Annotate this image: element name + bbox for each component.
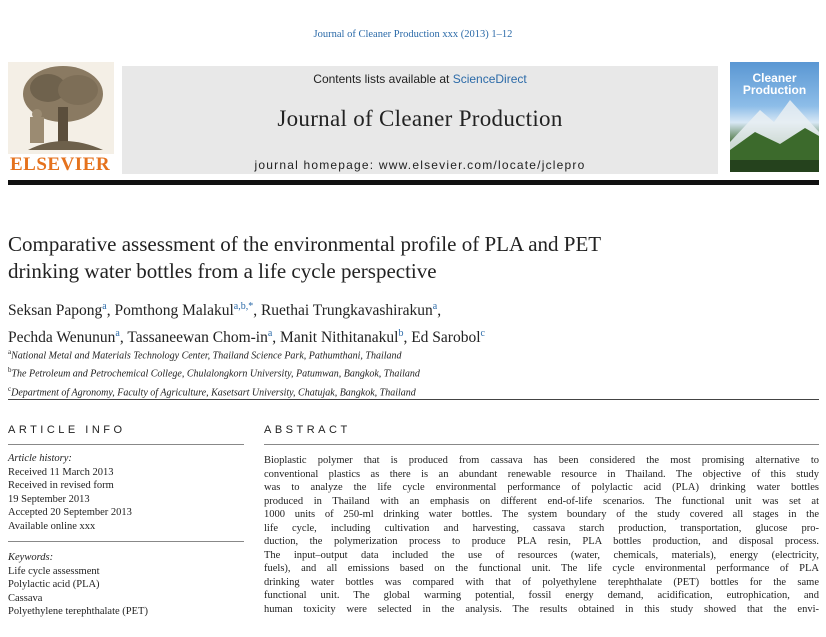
affiliation-text: The Petroleum and Petrochemical College, Chulalongkorn University, Patumwan, Bangkok, Thailand — [11, 368, 420, 380]
author-affil-mark[interactable]: a — [432, 301, 438, 312]
author-name: Ed Sarobol — [411, 329, 481, 347]
abstract-line: The input–output data included the use of resources (water, chemicals, materials), energy (electricity, — [264, 549, 819, 561]
journal-homepage[interactable]: journal homepage: www.elsevier.com/locate/jclepro — [254, 158, 586, 172]
affiliation-item — [8, 382, 808, 400]
contents-prefix: Contents lists available at — [313, 72, 453, 86]
cover-title-line2: Production — [742, 83, 807, 97]
elsevier-tree-icon — [8, 62, 114, 154]
affiliation-text: Department of Agronomy, Faculty of Agriculture, Kasetsart University, Chatujak, Bangkok, Thailand — [11, 386, 416, 398]
article-info-heading: ARTICLE INFO — [8, 424, 126, 436]
author-affil-mark[interactable]: a,b,* — [233, 301, 254, 312]
history-item: Accepted 20 September 2013 — [8, 507, 132, 518]
section-rule — [8, 399, 819, 400]
keyword-item[interactable]: Polyethylene terephthalate (PET) — [8, 606, 148, 617]
affiliation-text: National Metal and Materials Technology Center, Thailand Science Park, Pathumthani, Thailand — [11, 350, 402, 362]
abstract-line: was to analyze the life cycle environmental performance of polylactic acid (PLA) drinking water bottles — [264, 482, 819, 493]
author-name: Seksan Papong — [8, 302, 103, 320]
affiliation-item — [8, 363, 808, 381]
keyword-item[interactable]: Cassava — [8, 592, 43, 604]
abstract-line: human toxicity were selected in the analysis. The results obtained in this study showed that the envi- — [264, 603, 819, 615]
affiliation-mark: b — [8, 366, 12, 375]
journal-reference[interactable]: Journal of Cleaner Production xxx (2013) 1–12 — [313, 29, 513, 40]
affiliation-item — [8, 345, 808, 363]
author-separator: , — [106, 302, 115, 320]
publisher-name: ELSEVIER — [10, 154, 111, 175]
keywords-rule — [8, 541, 244, 542]
author-affil-mark[interactable]: b — [398, 328, 404, 340]
keywords — [8, 551, 244, 619]
history-item: Received in revised form — [8, 480, 114, 491]
header-rule — [8, 180, 819, 185]
abstract-line: conventional plastics as there is an abundant renewable resource in Thailand. The objective of this study — [264, 468, 819, 480]
affiliation-mark: a — [8, 348, 12, 356]
journal-cover[interactable] — [730, 62, 819, 172]
article-history — [8, 452, 244, 533]
keyword-item[interactable]: Polylactic acid (PLA) — [8, 579, 100, 590]
history-item: 19 September 2013 — [8, 493, 90, 505]
abstract-line: duction, the polymerization process to produce PLA resin, PLA bottles production, and disposal process. — [264, 536, 819, 547]
keyword-item[interactable]: Life cycle assessment — [8, 565, 100, 577]
author-name: Manit Nithitanakul — [280, 329, 399, 347]
history-label: Article history: — [8, 453, 72, 464]
history-item: Received 11 March 2013 — [8, 466, 114, 478]
author-separator: , — [119, 329, 128, 347]
contents-line — [122, 72, 718, 86]
abstract-line: produced in Thailand with an emphasis on different end-of-life scenarios. The functional unit was set at — [264, 495, 819, 507]
keywords-label: Keywords: — [8, 552, 54, 563]
abstract-line: drinking water bottles was compared with that of polyethylene terephthalate (PET) bottles for the same — [264, 576, 819, 588]
author-affil-mark[interactable]: a — [102, 301, 107, 312]
cover-title-line1: Cleaner — [752, 71, 797, 85]
affiliation-mark: c — [8, 384, 12, 393]
author-separator: , — [272, 329, 281, 347]
journal-masthead — [122, 66, 718, 174]
article-info-rule — [8, 444, 244, 445]
journal-header — [8, 62, 819, 174]
author-line-1 — [8, 295, 808, 322]
abstract-rule — [264, 444, 819, 445]
article-title — [8, 231, 798, 285]
abstract-line: Bioplastic polymer that is produced from cassava has been considered the most promising alternative to — [264, 455, 819, 466]
author-separator: , — [403, 329, 412, 347]
author-list — [8, 295, 808, 349]
abstract-line: fuels), and all emissions based on the functional unit. The life cycle environmental performance of PLA — [264, 563, 819, 574]
author-affil-mark[interactable]: c — [480, 328, 485, 340]
author-name: Pechda Wenunun — [8, 329, 116, 347]
title-line-2: drinking water bottles from a life cycle perspective — [8, 259, 437, 283]
affiliations — [8, 345, 808, 400]
abstract-line: 1000 units of 250-ml drinking water bottles. The system boundary of the study covered all stages in the — [264, 509, 819, 520]
abstract-heading: ABSTRACT — [264, 424, 351, 436]
journal-title: Journal of Cleaner Production — [277, 106, 563, 131]
cover-title — [730, 72, 819, 96]
abstract-line: functional unit. The global warming potential, fossil energy demand, acidification, eutrophication, and — [264, 590, 819, 601]
author-name: Tassaneewan Chom-in — [127, 329, 268, 347]
abstract-body — [264, 454, 819, 616]
elsevier-logo[interactable] — [8, 62, 118, 174]
author-separator: , — [253, 302, 261, 320]
author-name: Ruethai Trungkavashirakun — [260, 302, 433, 320]
author-affil-mark[interactable]: a — [115, 328, 120, 340]
author-name: Pomthong Malakul — [114, 302, 234, 320]
author-separator: , — [437, 302, 442, 320]
abstract-line: life cycle, including cultivation and harvesting, cassava starch production, transportation, glucose pro- — [264, 522, 819, 534]
author-affil-mark[interactable]: a — [267, 328, 273, 340]
title-line-1: Comparative assessment of the environmental profile of PLA and PET — [8, 232, 602, 256]
history-item: Available online xxx — [8, 520, 96, 532]
sciencedirect-link[interactable]: ScienceDirect — [452, 72, 527, 86]
